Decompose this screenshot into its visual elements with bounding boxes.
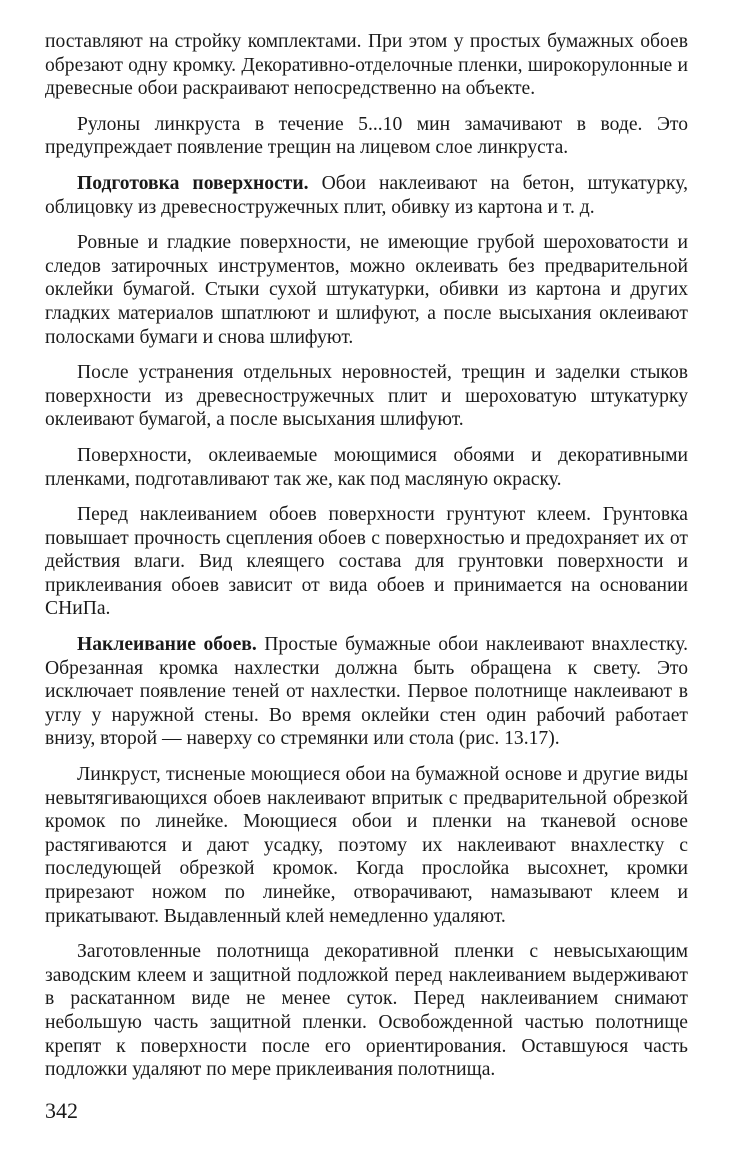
paragraph-text: После устранения отдельных неровностей, трещин и заделки стыков поверхности из древесностружечных плит и шероховатую штукатурку оклеивают бумагой, а после высыхания шлифуют. — [45, 362, 688, 431]
paragraph-decorative-film — [45, 940, 688, 1082]
paragraph-linkrust-soaking — [45, 113, 688, 160]
page-body — [45, 30, 688, 1082]
paragraph-butt-joint — [45, 763, 688, 928]
page-number: 342 — [45, 1098, 78, 1123]
section-heading-surface-preparation: Подготовка поверхности. — [77, 172, 309, 194]
paragraph-wallpapering — [45, 633, 688, 751]
paragraph-text: Рулоны линкруста в течение 5...10 мин замачивают в воде. Это предупреждает появление трещин на лицевом слое линкруста. — [45, 113, 688, 159]
paragraph-text: Перед наклеиванием обоев поверхности грунтуют клеем. Грунтовка повышает прочность сцепления обоев с поверхностью и предохраняет их от действия влаги. Вид клеящего состава для грунтовки поверхности и приклеивания обоев зависит от вида обоев и принимается на основании СНиПа. — [45, 504, 688, 620]
paragraph-text: Обои наклеивают на бетон, штукатурку, облицовку из древесностружечных плит, обивку из картона и т. д. — [45, 172, 688, 218]
paragraph-text: Простые бумажные обои наклеивают внахлестку. Обрезанная кромка нахлестки должна быть обращена к свету. Это исключает появление теней от нахлестки. Первое полотнище наклеивают в углу у наружной стены. Во время оклейки стен один рабочий работает внизу, второй — наверху со стремянки или стола (рис. 13.17). — [45, 634, 688, 750]
paragraph-continuation — [45, 30, 688, 101]
section-heading-wallpapering: Наклеивание обоев. — [77, 634, 257, 656]
paragraph-text: Ровные и гладкие поверхности, не имеющие грубой шероховатости и следов затирочных инструментов, можно оклеивать без предварительной оклейки бумагой. Стыки сухой штукатурки, обивки из картона и других гладких материалов шпатлюют и шлифуют, а после высыхания оклеивают полосками бумаги и снова шлифуют. — [45, 232, 688, 348]
paragraph-text: Поверхности, оклеиваемые моющимися обоями и декоративными пленками, подготавливают так же, как под масляную окраску. — [45, 444, 688, 490]
paragraph-text: поставляют на стройку комплектами. При этом у простых бумажных обоев обрезают одну кромку. Декоративно-отделочные пленки, широкорулонные и древесные обои раскраивают непосредственно на объекте. — [45, 31, 688, 100]
paragraph-washable-wallpaper — [45, 444, 688, 491]
paragraph-text: Линкруст, тисненые моющиеся обои на бумажной основе и другие виды невытягивающихся обоев наклеивают впритык с предварительной обрезкой кромок по линейке. Моющиеся обои и пленки на тканевой основе растягиваются и дают усадку, поэтому их наклеивают внахлестку с последующей обрезкой кромок. Когда прослойка высохнет, кромки прирезают ножом по линейке, отворачивают, намазывают клеем и прикатывают. Выдавленный клей немедленно удаляют. — [45, 764, 688, 927]
paragraph-smooth-surfaces — [45, 231, 688, 349]
paragraph-surface-preparation — [45, 172, 688, 219]
paragraph-uneven-surfaces — [45, 361, 688, 432]
paragraph-priming — [45, 503, 688, 621]
paragraph-text: Заготовленные полотнища декоративной пленки с невысыхающим заводским клеем и защитной подложкой перед наклеиванием выдерживают в раскатанном виде не менее суток. Перед наклеиванием снимают небольшую часть защитной пленки. Освобожденной частью полотнище крепят к поверхности после его ориентирования. Оставшуюся часть подложки удаляют по мере приклеивания полотнища. — [45, 941, 688, 1081]
